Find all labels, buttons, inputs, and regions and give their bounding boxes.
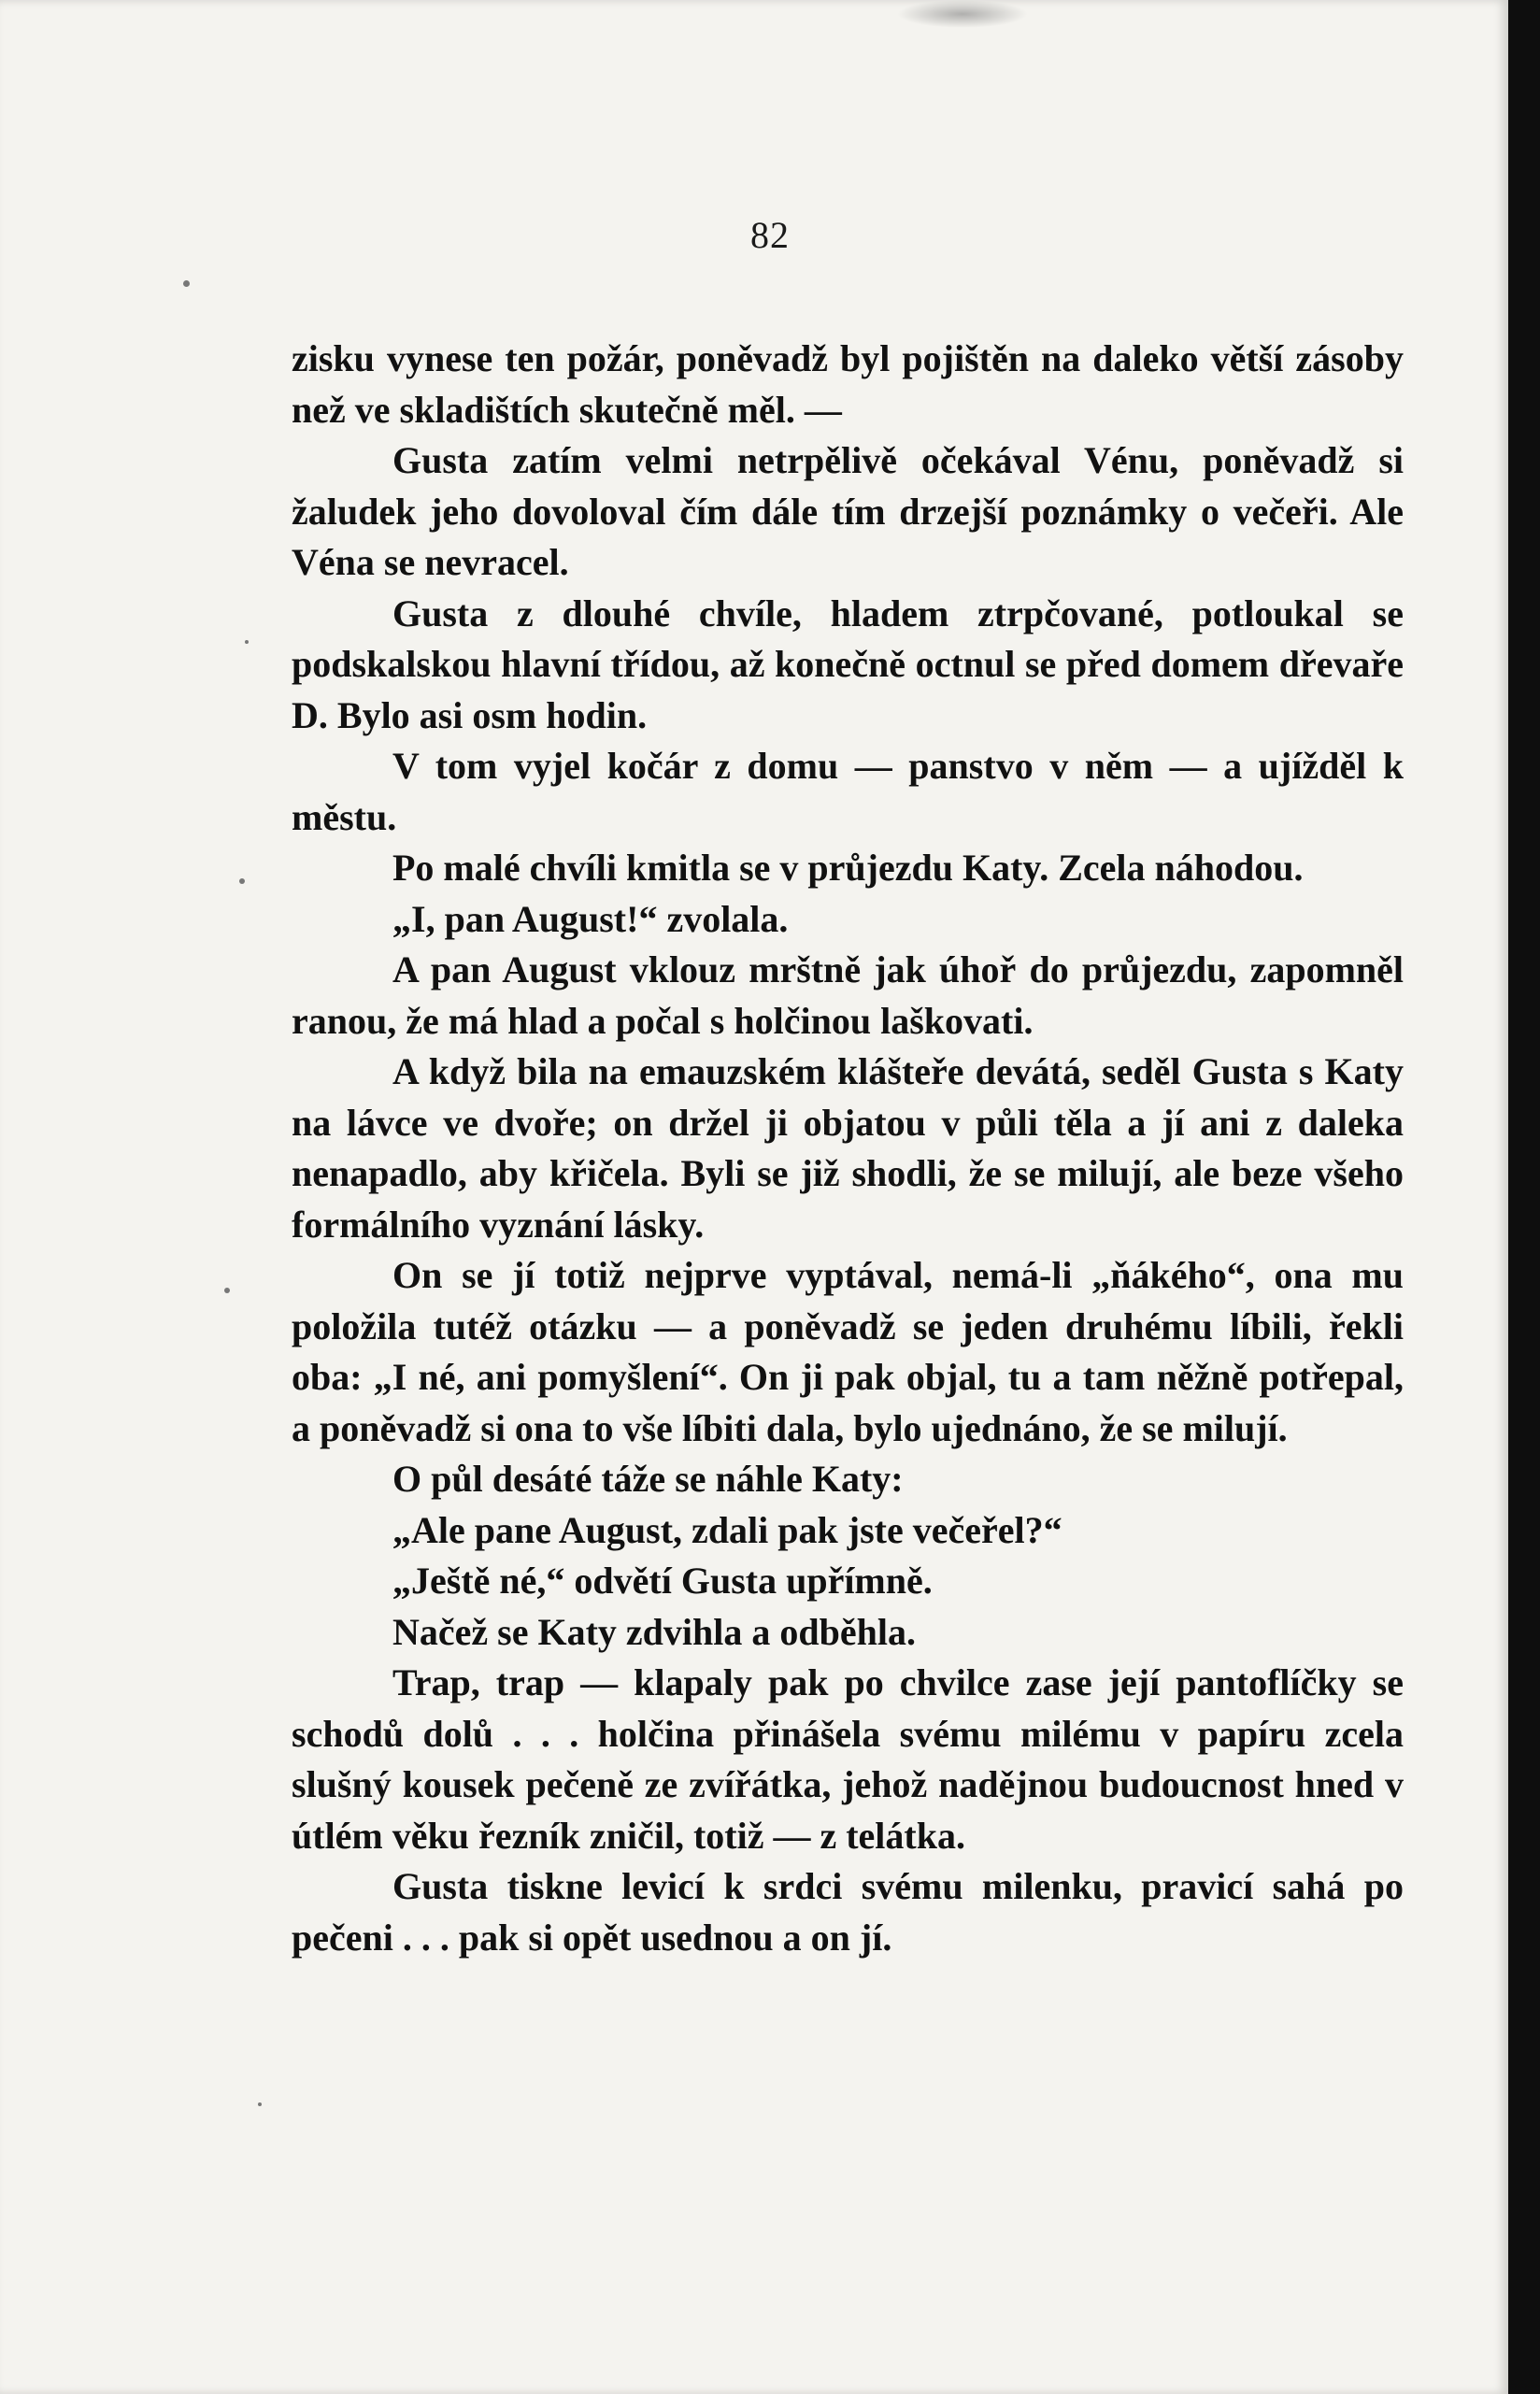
paragraph: On se jí totiž nejprve vyptával, nemá-li „ňákého“, ona mu položila tutéž otázku — a poněvadž se jeden druhému líbili, řekli oba: „I né, ani pomyšlení“. On ji pak objal, tu a tam něžně potřepal, a poněvadž si ona to vše líbiti dala, bylo ujednáno, že se milují. [292,1254,1404,1449]
paragraph: V tom vyjel kočár z domu — panstvo v něm — a ujížděl k městu. [292,745,1404,838]
paragraph: zisku vynese ten požár, poněvadž byl pojištěn na daleko větší zásoby než ve skladištích skutečně měl. — [292,337,1404,431]
paragraph: Gusta tiskne levicí k srdci svému milenku, pravicí sahá po pečeni . . . pak si opět usednou a on jí. [292,1865,1404,1959]
scan-speck [183,280,190,287]
paragraph: A pan August vklouz mrštně jak úhoř do průjezdu, zapomněl ranou, že má hlad a počal s holčinou laškovati. [292,948,1404,1042]
paragraph: „Ještě né,“ odvětí Gusta upřímně. [392,1560,933,1602]
scan-speck [245,640,249,644]
paragraph: Po malé chvíli kmitla se v průjezdu Katy. Zcela náhodou. [392,847,1304,889]
paragraph: A když bila na emauzském klášteře devátá, seděl Gusta s Katy na lávce ve dvoře; on držel ji objatou v půli těla a jí ani z daleka nenapadlo, aby křičela. Byli se již shodli, že se milují, ale beze všeho formálního vyznání lásky. [292,1050,1404,1246]
scan-speck [224,1288,230,1293]
paragraph: O půl desáté táže se náhle Katy: [392,1458,904,1500]
scan-speck [258,2102,262,2106]
paragraph: „Ale pane August, zdali pak jste večeřel?“ [392,1508,1062,1551]
paragraph: „I, pan August!“ zvolala. [392,897,789,940]
paragraph: Načež se Katy zdvihla a odběhla. [392,1610,916,1653]
paragraph: Gusta z dlouhé chvíle, hladem ztrpčované, potloukal se podskalskou hlavní třídou, až konečně octnul se před domem dřevaře D. Bylo asi osm hodin. [292,591,1404,736]
paragraph: Gusta zatím velmi netrpělivě očekával Vénu, poněvadž si žaludek jeho dovoloval čím dále tím drzejší poznámky o večeři. Ale Véna se nevracel. [292,439,1404,583]
scan-smudge [897,0,1028,28]
page-number: 82 [750,214,790,256]
body-text [292,334,1404,1963]
paragraph: Trap, trap — klapaly pak po chvilce zase její pantoflíčky se schodů dolů . . . holčina přinášela svému milému v papíru zcela slušný kousek pečeně ze zvířátka, jehož nadějnou budoucnost hned v útlém věku řezník zničil, totiž — z telátka. [292,1661,1404,1857]
scan-speck [239,878,245,884]
